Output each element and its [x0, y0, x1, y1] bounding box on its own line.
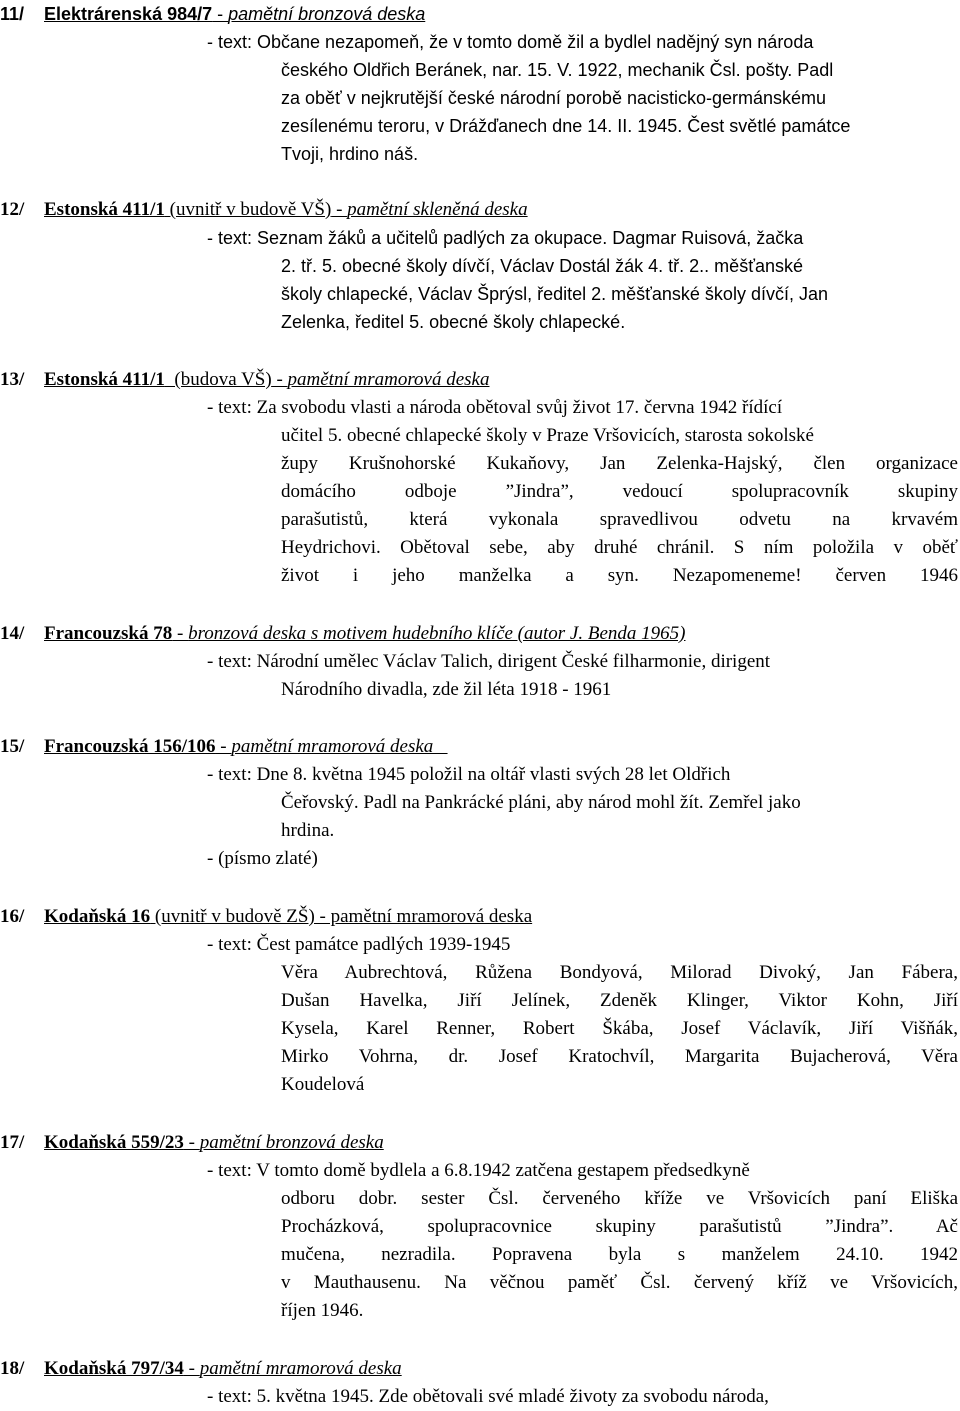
entry-heading — [0, 0, 425, 28]
entry-number: 16/ — [0, 906, 25, 927]
entry-separator: - — [172, 623, 189, 644]
entry-heading — [0, 1355, 402, 1383]
entry-address: Estonská 411/1 — [44, 199, 165, 220]
entry-text-line: Kysela, Karel Renner, Robert Škába, Josef Václavík, Jiří Višňák, — [281, 1018, 958, 1039]
entry-text-line: českého Oldřich Beránek, nar. 15. V. 1922, mechanik Čsl. pošty. Padl — [281, 60, 834, 80]
entry-separator: - — [215, 736, 232, 757]
entry-text-body — [281, 422, 958, 590]
entry-description: pamětní mramorová deska — [287, 369, 490, 390]
entry-text-line: odboru dobr. sester Čsl. červeného kříže ve Vršovicích paní Eliška — [281, 1188, 958, 1209]
entry-heading — [0, 196, 528, 224]
entry-address: Kodaňská 559/23 — [44, 1132, 184, 1153]
entry-address: Francouzská 78 — [44, 623, 173, 644]
entry-text-label: - text: 5. května 1945. Zde obětovali své mladé životy za svobodu národa, — [207, 1386, 769, 1407]
entry-address: Elektrárenská 984/7 — [44, 4, 213, 24]
entry-text-line: domácího odboje ”Jindra”, vedoucí spolupracovník skupiny — [281, 481, 958, 502]
entry-text-line: župy Krušnohorské Kukaňovy, Jan Zelenka-Hajský, člen organizace — [281, 453, 958, 474]
entry-address: Kodaňská 797/34 — [44, 1358, 184, 1379]
entry-text-body — [281, 789, 958, 845]
entry-text-label: - text: Seznam žáků a učitelů padlých za okupace. Dagmar Ruisová, žačka — [207, 228, 804, 248]
entry-text-body — [281, 959, 958, 1099]
entry-separator: - — [183, 1358, 200, 1379]
entry-heading — [0, 366, 489, 394]
entry-text-label: - text: Národní umělec Václav Talich, dirigent České filharmonie, dirigent — [207, 651, 771, 672]
entry-number: 15/ — [0, 736, 25, 757]
entry-text-line: Tvoji, hrdino náš. — [281, 144, 419, 164]
entry-number: 12/ — [0, 199, 25, 220]
entry-text-line: učitel 5. obecné chlapecké školy v Praze Vršovicích, starosta sokolské — [281, 425, 814, 446]
entry-description: pamětní mramorová deska — [199, 1358, 402, 1379]
entry-text-line: Dušan Havelka, Jiří Jelínek, Zdeněk Klinger, Viktor Kohn, Jiří — [281, 990, 958, 1011]
entry-separator: - — [212, 4, 229, 24]
entry-description: pamětní mramorová deska — [231, 736, 448, 757]
entry-heading — [0, 903, 532, 931]
entry-text-line: mučena, nezradila. Popravena byla s manželem 24.10. 1942 — [281, 1244, 958, 1265]
entry-text-body — [281, 252, 958, 336]
entry-location-note: (uvnitř v budově ZŠ) - pamětní mramorová deska — [150, 906, 533, 927]
entry-text-line: zesílenému teroru, v Drážďanech dne 14. II. 1945. Čest světlé památce — [281, 116, 851, 136]
entry-text-label: - text: Čest památce padlých 1939-1945 — [207, 934, 511, 955]
entry-number: 18/ — [0, 1358, 25, 1379]
entry-address: Estonská 411/1 — [44, 369, 165, 390]
entry-text-line: Koudelová — [281, 1074, 365, 1095]
entry-text-body — [281, 56, 958, 168]
entry-text-line: říjen 1946. — [281, 1300, 364, 1321]
entry-separator: - — [183, 1132, 200, 1153]
entry-separator: - — [331, 199, 348, 220]
entry-text-label: - text: Za svobodu vlasti a národa obětoval svůj život 17. června 1942 řídící — [207, 397, 783, 418]
entry-text-label: - text: Dne 8. května 1945 položil na oltář vlasti svých 28 let Oldřich — [207, 764, 731, 785]
entry-address: Kodaňská 16 — [44, 906, 151, 927]
entry-location-note: (uvnitř v budově VŠ) — [164, 199, 332, 220]
entry-text-line: Mirko Vohrna, dr. Josef Kratochvíl, Margarita Bujacherová, Věra — [281, 1046, 958, 1067]
entry-text-line: Čeřovský. Padl na Pankrácké pláni, aby národ mohl žít. Zemřel jako — [281, 792, 801, 813]
entry-location-note: (budova VŠ) — [164, 369, 272, 390]
entry-text-line: hrdina. — [281, 820, 335, 841]
entry-separator: - — [271, 369, 288, 390]
entry-number: 14/ — [0, 623, 25, 644]
entry-number: 13/ — [0, 369, 25, 390]
entry-text-line: Věra Aubrechtová, Růžena Bondyová, Milorad Divoký, Jan Fábera, — [281, 962, 958, 983]
entry-text-body — [281, 676, 958, 704]
entry-text-line: 2. tř. 5. obecné školy dívčí, Václav Dostál žák 4. tř. 2.. měšťanské — [281, 256, 803, 276]
entry-text-body — [281, 1185, 958, 1325]
entry-heading — [0, 1129, 384, 1157]
entry-text-line: Heydrichovi. Obětoval sebe, aby druhé chránil. S ním položila v oběť — [281, 537, 958, 558]
entry-description: pamětní skleněná deska — [347, 199, 528, 220]
entry-extra-note: - (písmo zlaté) — [207, 848, 318, 869]
entry-heading — [0, 733, 448, 761]
entry-text-line: život i jeho manželka a syn. Nezapomeneme! červen 1946 — [281, 565, 958, 586]
entry-text-label: - text: Občane nezapomeň, že v tomto domě žil a bydlel nadějný syn národa — [207, 32, 814, 52]
entry-text-label: - text: V tomto domě bydlela a 6.8.1942 zatčena gestapem předsedkyně — [207, 1160, 750, 1181]
entry-number: 11/ — [0, 4, 25, 24]
entry-text-line: Zelenka, ředitel 5. obecné školy chlapecké. — [281, 312, 626, 332]
entry-text-line: Národního divadla, zde žil léta 1918 - 1961 — [281, 679, 612, 700]
entry-description: pamětní bronzová deska — [199, 1132, 384, 1153]
entry-description: pamětní bronzová deska — [228, 4, 426, 24]
entry-address: Francouzská 156/106 — [44, 736, 216, 757]
entry-description: bronzová deska s motivem hudebního klíče (autor J. Benda 1965) — [188, 623, 686, 644]
entry-text-line: za oběť v nejkrutější české národní porobě nacisticko-germánskému — [281, 88, 827, 108]
entry-text-line: v Mauthausenu. Na věčnou paměť Čsl. červený kříž ve Vršovicích, — [281, 1272, 958, 1293]
entry-text-line: Procházková, spolupracovnice skupiny parašutistů ”Jindra”. Ač — [281, 1216, 958, 1237]
entry-text-line: školy chlapecké, Václav Šprýsl, ředitel 2. měšťanské školy dívčí, Jan — [281, 284, 828, 304]
entry-number: 17/ — [0, 1132, 25, 1153]
entry-text-line: parašutistů, která vykonala spravedlivou odvetu na krvavém — [281, 509, 958, 530]
entry-heading — [0, 620, 685, 648]
